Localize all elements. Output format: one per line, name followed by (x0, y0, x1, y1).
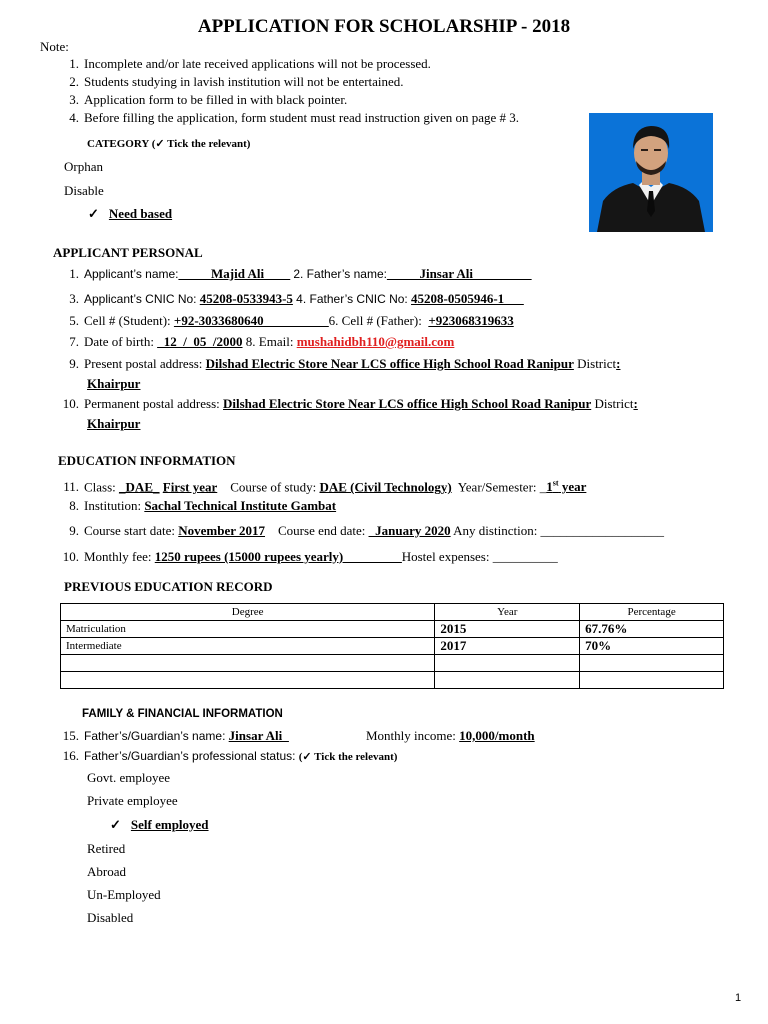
father-cell-label: 6. Cell # (Father): (328, 313, 422, 328)
guardian-name-label: Father’s/Guardian’s name: (84, 729, 226, 743)
page-title: APPLICATION FOR SCHOLARSHIP - 2018 (197, 16, 571, 37)
present-district-colon: : (616, 356, 621, 371)
item-number: 1. (69, 266, 79, 281)
father-cell-value: +923068319633 (428, 313, 514, 328)
father-name-value: _____Jinsar Ali_________ (386, 266, 532, 281)
note-item (57, 57, 431, 70)
class-label: Class: (84, 479, 116, 495)
personal-heading: APPLICANT PERSONAL (53, 245, 203, 260)
income-label: Monthly income: (366, 728, 456, 743)
class-row (57, 480, 586, 493)
professional-status-row (57, 749, 397, 763)
item-number: 9. (69, 523, 79, 538)
checkmark-icon: ✓ (110, 817, 121, 832)
end-date-value: _January 2020 (368, 523, 451, 538)
item-number: 9. (69, 356, 79, 371)
institution-value: Sachal Technical Institute Gambat (144, 498, 337, 513)
column-header-degree: Degree (61, 604, 435, 621)
hostel-expenses-field: Hostel expenses: __________ (401, 549, 558, 564)
present-district-value: Khairpur (87, 376, 141, 391)
class-year-value: First year (162, 479, 218, 495)
note-text: Students studying in lavish institution will not be entertained. (84, 74, 404, 89)
year-semester-value (546, 479, 586, 494)
present-district-label: District (577, 356, 617, 371)
institution-row (57, 499, 336, 512)
course-value: DAE (Civil Technology) (319, 479, 452, 495)
permanent-district-colon: : (633, 396, 638, 411)
note-number: 1. (69, 56, 79, 71)
family-heading: FAMILY & FINANCIAL INFORMATION (82, 708, 283, 720)
dob-value: _12_/_05_/2000 (157, 334, 243, 349)
status-option-abroad[interactable]: Abroad (87, 864, 126, 879)
fee-row (57, 550, 558, 563)
degree-cell[interactable] (61, 655, 435, 672)
year-cell: 2017 (435, 638, 580, 655)
applicant-cnic-value: 45208-0533943-5 (199, 291, 293, 306)
previous-education-heading: PREVIOUS EDUCATION RECORD (64, 579, 273, 594)
applicant-name-label: Applicant’s name: (84, 267, 179, 281)
checkmark-icon: ✓ (88, 206, 99, 221)
item-number: 10. (62, 549, 79, 564)
degree-cell: Matriculation (61, 621, 435, 638)
table-row (61, 638, 724, 655)
father-name-label: 2. Father’s name: (293, 267, 387, 281)
income-value: 10,000/month (459, 728, 535, 743)
applicant-cnic-label: Applicant’s CNIC No: (84, 292, 197, 306)
year-cell: 2015 (435, 621, 580, 638)
percentage-cell[interactable] (580, 672, 724, 689)
item-number: 3. (69, 291, 79, 306)
applicant-photo-image (589, 113, 713, 232)
status-option-disabled[interactable]: Disabled (87, 910, 134, 925)
father-cnic-value: 45208-0505946-1___ (411, 291, 524, 306)
item-number: 15. (62, 728, 79, 743)
category-heading: CATEGORY (✓ Tick the relevant) (87, 138, 251, 150)
table-row (61, 621, 724, 638)
item-number: 7. (69, 334, 79, 349)
note-item (57, 93, 347, 106)
course-dates-row (57, 524, 664, 537)
item-number: 8. (69, 498, 79, 513)
status-selected-label: Self employed (130, 817, 209, 832)
cnic-row (57, 292, 524, 305)
percentage-cell: 67.76% (580, 621, 724, 638)
year-cell[interactable] (435, 655, 580, 672)
present-address-label: Present postal address: (84, 356, 203, 371)
table-row (61, 655, 724, 672)
note-text: Incomplete and/or late received applications will not be processed. (84, 56, 431, 71)
end-date-label: Course end date: (278, 523, 366, 538)
category-option-disable[interactable]: Disable (64, 183, 104, 198)
course-label: Course of study: (230, 479, 317, 495)
email-value[interactable]: mushahidbh110@gmail.com (296, 334, 455, 349)
permanent-address-row (57, 397, 638, 410)
page-number: 1 (735, 992, 742, 1004)
status-option-private[interactable]: Private employee (87, 793, 178, 808)
note-number: 2. (69, 74, 79, 89)
applicant-photo (589, 113, 713, 232)
percentage-cell[interactable] (580, 655, 724, 672)
dob-row (57, 335, 454, 348)
note-text: Application form to be filled in with black pointer. (84, 92, 348, 107)
category-option-orphan[interactable]: Orphan (64, 159, 103, 174)
present-address-value: Dilshad Electric Store Near LCS office High School Road Ranipur (205, 356, 574, 371)
category-option-need-based[interactable] (88, 207, 172, 220)
item-number: 11. (63, 479, 79, 495)
year-semester-label: Year/Semester: (457, 479, 537, 495)
degree-cell: Intermediate (61, 638, 435, 655)
cell-row (57, 314, 514, 327)
year-semester-prefix: _ (539, 479, 547, 495)
fee-label: Monthly fee: (84, 549, 152, 564)
email-label: 8. Email: (245, 334, 294, 349)
year-semester-suffix: st (552, 479, 559, 488)
permanent-address-value: Dilshad Electric Store Near LCS office High School Road Ranipur (223, 396, 592, 411)
tick-instruction: (✓ Tick the relevant) (298, 751, 398, 763)
education-heading: EDUCATION INFORMATION (58, 453, 236, 468)
item-number: 10. (62, 396, 79, 411)
status-option-self-employed[interactable] (110, 818, 209, 831)
status-option-unemployed[interactable]: Un-Employed (87, 887, 161, 902)
student-cell-label: Cell # (Student): (84, 313, 171, 328)
column-header-percentage: Percentage (580, 604, 724, 621)
guardian-name-value: Jinsar Ali_ (228, 728, 289, 743)
year-cell[interactable] (435, 672, 580, 689)
note-text: Before filling the application, form student must read instruction given on page # 3. (84, 110, 520, 125)
present-address-row (57, 357, 620, 370)
degree-cell[interactable] (61, 672, 435, 689)
student-cell-value: +92-3033680640__________ (173, 313, 329, 328)
institution-label: Institution: (84, 498, 142, 513)
year-semester-unit: year (558, 479, 587, 495)
permanent-address-label: Permanent postal address: (84, 396, 220, 411)
father-cnic-label: 4. Father’s CNIC No: (296, 292, 408, 306)
distinction-field: Any distinction: ___________________ (453, 523, 665, 538)
item-number: 16. (62, 748, 79, 763)
percentage-cell: 70% (580, 638, 724, 655)
permanent-district-value: Khairpur (87, 416, 141, 431)
column-header-year: Year (435, 604, 580, 621)
guardian-row (57, 729, 289, 742)
applicant-name-row (57, 267, 532, 280)
note-item (57, 111, 519, 124)
year-semester-number: 1 (546, 479, 553, 495)
class-value: _DAE_ (119, 479, 160, 495)
dob-label: Date of birth: (84, 334, 155, 349)
note-number: 3. (69, 92, 79, 107)
item-number: 5. (69, 313, 79, 328)
start-date-value: November 2017 (178, 523, 266, 538)
fee-value: 1250 rupees (15000 rupees yearly)_________ (154, 549, 402, 564)
status-option-govt[interactable]: Govt. employee (87, 770, 171, 785)
table-row (61, 672, 724, 689)
note-number: 4. (69, 110, 79, 125)
note-label: Note: (40, 39, 69, 54)
income-field (366, 729, 535, 742)
category-selected-label: Need based (108, 206, 173, 221)
note-item (57, 75, 404, 88)
permanent-district-label: District (594, 396, 634, 411)
applicant-name-value: _____Majid Ali____ (178, 266, 291, 281)
previous-education-table (60, 603, 724, 689)
status-option-retired[interactable]: Retired (87, 841, 126, 856)
table-header-row (61, 604, 724, 621)
start-date-label: Course start date: (84, 523, 175, 538)
professional-status-label: Father’s/Guardian’s professional status: (84, 749, 296, 763)
